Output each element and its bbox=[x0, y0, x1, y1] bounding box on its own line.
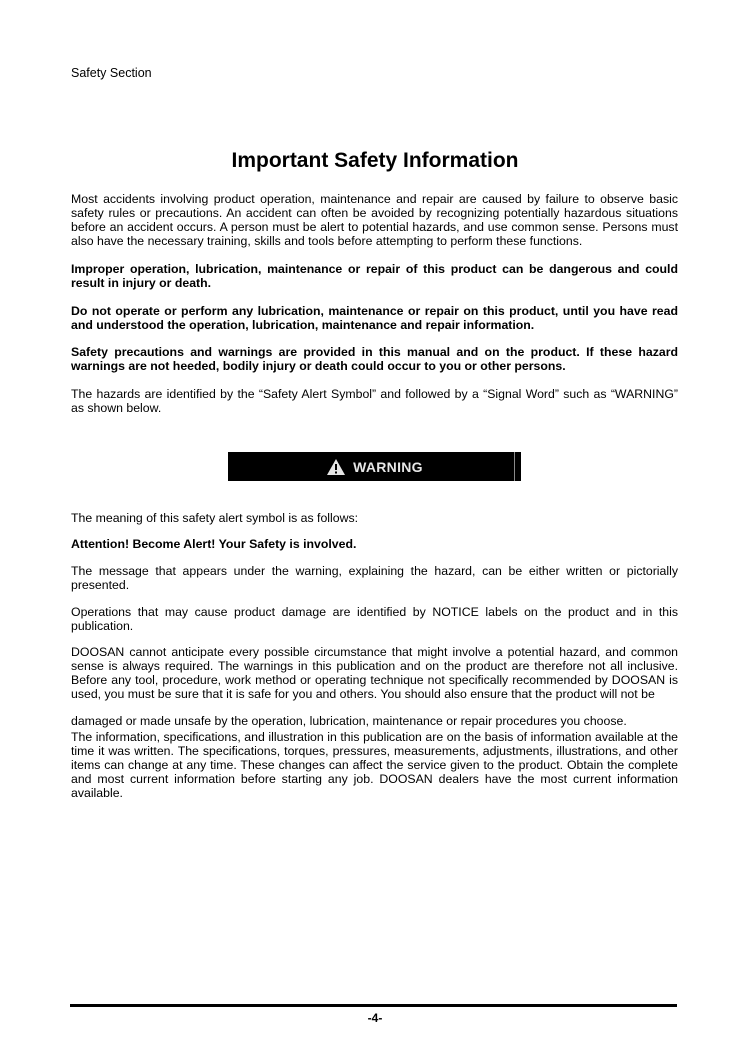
safety-precautions-paragraph: Safety precautions and warnings are provided in this manual and on the product. If these hazard warnings are not heeded, bodily injury or death could occur to you or other persons. bbox=[71, 345, 678, 373]
notice-paragraph: Operations that may cause product damage are identified by NOTICE labels on the product and in this publication. bbox=[71, 605, 678, 633]
improper-operation-paragraph: Improper operation, lubrication, maintenance or repair of this product can be dangerous and could result in injury or death. bbox=[71, 262, 678, 290]
warning-banner bbox=[228, 452, 521, 481]
page-number: -4- bbox=[367, 1011, 383, 1025]
page-title: Important Safety Information bbox=[231, 149, 519, 172]
intro-paragraph: Most accidents involving product operation, maintenance and repair are caused by failure to observe basic safety rules or precautions. An accident can often be avoided by recognizing potentially hazardous situations before an accident occurs. A person must be alert to potential hazards, and use common sense. Persons must also have the necessary training, skills and tools before attempting to perform these functions. bbox=[71, 192, 678, 248]
attention-paragraph: Attention! Become Alert! Your Safety is involved. bbox=[71, 537, 357, 551]
meaning-paragraph: The meaning of this safety alert symbol is as follows: bbox=[71, 511, 359, 525]
information-paragraph: The information, specifications, and illustration in this publication are on the basis of information available at the time it was written. The specifications, torques, pressures, measurements, adjustments, illustrations, and other items can change at any time. These changes can affect the service given to the product. Obtain the complete and most current information before starting any job. DOOSAN dealers have the most current information available. bbox=[71, 730, 678, 800]
hazards-identified-paragraph: The hazards are identified by the “Safety Alert Symbol” and followed by a “Signal Word” such as “WARNING” as shown below. bbox=[71, 387, 678, 415]
message-paragraph: The message that appears under the warning, explaining the hazard, can be either written or pictorially presented. bbox=[71, 564, 678, 592]
doosan-anticipate-paragraph: DOOSAN cannot anticipate every possible circumstance that might involve a potential hazard, and common sense is always required. The warnings in this publication and on the product are therefore not all inclusive. Before any tool, procedure, work method or operating technique not specifically recommended by DOOSAN is used, you must be sure that it is safe for you and others. You should also ensure that the product will not be bbox=[71, 645, 678, 701]
warning-triangle-icon bbox=[326, 458, 346, 476]
footer-rule bbox=[70, 1004, 677, 1007]
section-label: Safety Section bbox=[71, 66, 152, 80]
damaged-paragraph: damaged or made unsafe by the operation, lubrication, maintenance or repair procedures you choose. bbox=[71, 714, 627, 728]
do-not-operate-paragraph: Do not operate or perform any lubrication, maintenance or repair on this product, until you have read and understood the operation, lubrication, maintenance and repair information. bbox=[71, 304, 678, 332]
warning-label: WARNING bbox=[353, 458, 423, 475]
